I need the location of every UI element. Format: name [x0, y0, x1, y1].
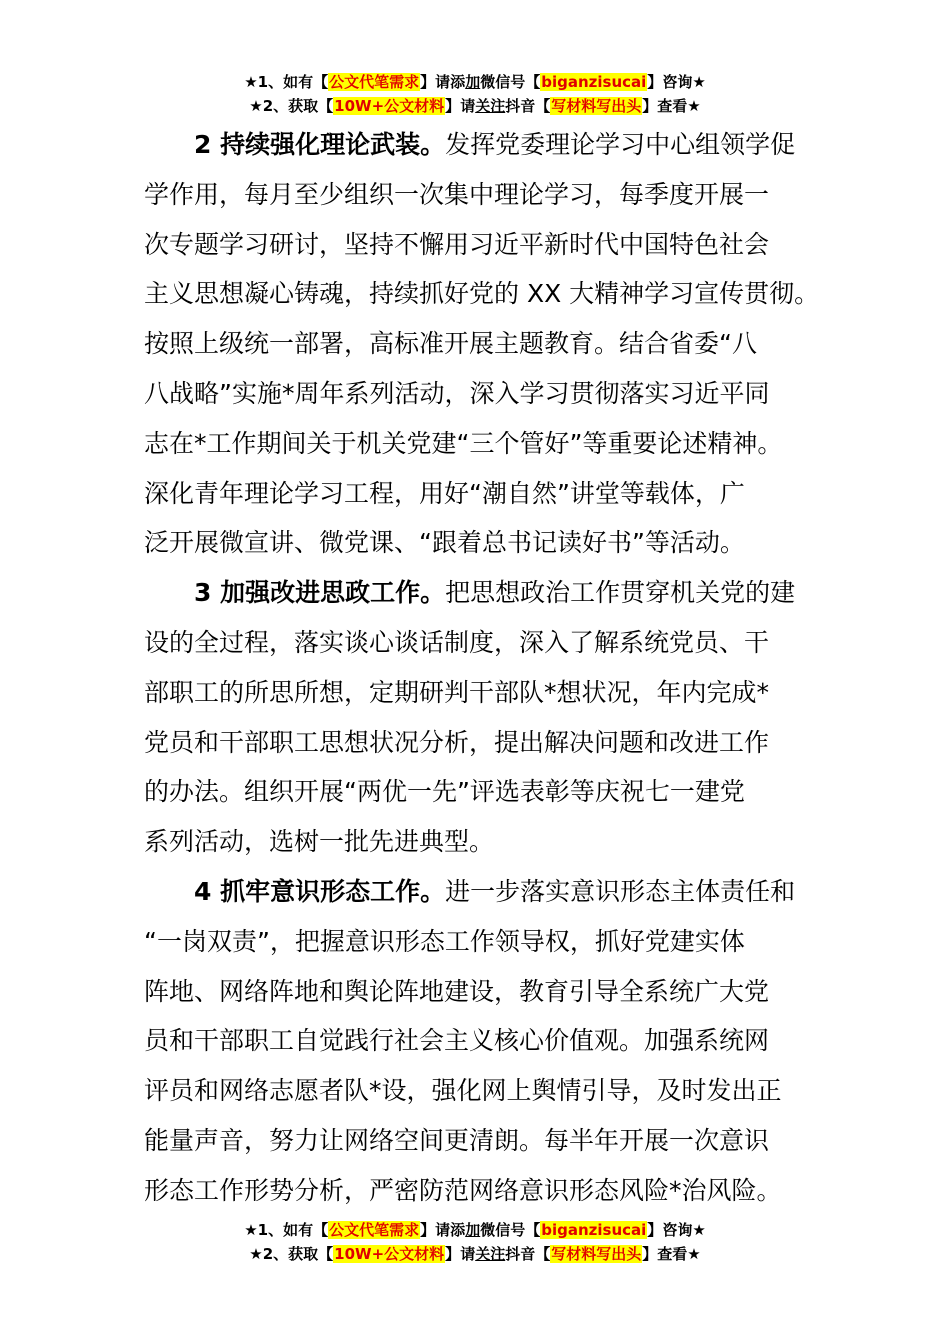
paragraph-text: 把思想政治工作贯穿机关党的建	[445, 578, 796, 608]
banner-highlight-wechat-id: biganzisucai	[541, 73, 647, 91]
banner-text: 抖音	[505, 97, 536, 115]
banner-highlight-materials: 10W+公文材料	[334, 1245, 445, 1263]
paragraph-2	[144, 120, 820, 568]
banner-bracket: 】	[420, 73, 436, 91]
banner-bracket: 】	[642, 97, 658, 115]
paragraph-heading: 2 持续强化理论武装。	[194, 130, 446, 159]
banner-text: 咨询★	[662, 73, 706, 91]
bottom-banner	[0, 1218, 950, 1266]
banner-bracket: 】	[647, 73, 663, 91]
banner-highlight-materials: 10W+公文材料	[334, 97, 445, 115]
paragraph-heading: 3 加强改进思政工作。	[194, 578, 446, 608]
banner-line-1	[0, 70, 950, 94]
banner-line-2	[0, 94, 950, 118]
paragraph-line: 的办法。组织开展“两优一先”评选表彰等庆祝七一建党	[144, 777, 745, 807]
banner-text: 请添	[435, 73, 466, 91]
banner-text: 查看★	[657, 1245, 701, 1263]
banner-text: ★1、如有	[244, 1221, 314, 1239]
paragraph-line: 部职工的所思所想，定期研判干部队*想状况，年内完成*	[144, 677, 770, 707]
banner-highlight-service: 公文代笔需求	[329, 73, 420, 91]
banner-text: ★1、如有	[244, 73, 314, 91]
paragraph-line: 员和干部职工自觉践行社会主义核心价值观。加强系统网	[144, 1026, 770, 1056]
banner-text: 查看★	[657, 97, 701, 115]
banner-highlight-douyin: 写材料写出头	[551, 1245, 642, 1263]
top-banner	[0, 70, 950, 118]
banner-text: 请	[460, 97, 476, 115]
banner-highlight-douyin: 写材料写出头	[551, 97, 642, 115]
paragraph-line: 学作用，每月至少组织一次集中理论学习，每季度开展一	[144, 179, 770, 209]
banner-text: 抖音	[505, 1245, 536, 1263]
banner-text-underlined: 关注	[475, 1245, 506, 1263]
paragraph-line: 八战略”实施*周年系列活动，深入学习贯彻落实习近平同	[144, 378, 770, 408]
banner-text-underlined: 加	[465, 1221, 481, 1239]
paragraph-line: 泛开展微宣讲、微党课、“跟着总书记读好书”等活动。	[144, 528, 745, 558]
banner-bracket: 【	[313, 1221, 329, 1239]
banner-bracket: 【	[313, 73, 329, 91]
banner-bracket: 】	[445, 97, 461, 115]
paragraph-line	[144, 120, 814, 170]
banner-text: 咨询★	[662, 1221, 706, 1239]
banner-bracket: 【	[525, 1221, 541, 1239]
paragraph-heading: 4 抓牢意识形态工作。	[194, 876, 446, 906]
paragraph-text: 进一步落实意识形态主体责任和	[445, 876, 796, 906]
banner-highlight-wechat-id: biganzisucai	[541, 1221, 647, 1239]
paragraph-line: 次专题学习研讨，坚持不懈用习近平新时代中国特色社会	[144, 229, 770, 259]
paragraph-line	[144, 568, 814, 618]
banner-bracket: 【	[535, 1245, 551, 1263]
banner-text: ★2、获取	[249, 1245, 319, 1263]
paragraph-line	[144, 867, 814, 917]
banner-bracket: 】	[642, 1245, 658, 1263]
banner-bracket: 【	[535, 97, 551, 115]
banner-bracket: 【	[525, 73, 541, 91]
banner-bracket: 【	[318, 97, 334, 115]
paragraph-line: 按照上级统一部署，高标准开展主题教育。结合省委“八	[144, 329, 757, 359]
banner-text-underlined: 关注	[475, 97, 506, 115]
banner-bracket: 】	[420, 1221, 436, 1239]
banner-line-1	[0, 1218, 950, 1242]
paragraph-line: 党员和干部职工思想状况分析，提出解决问题和改进工作	[144, 727, 770, 757]
banner-line-2	[0, 1242, 950, 1266]
paragraph-line: 系列活动，选树一批先进典型。	[144, 827, 495, 857]
paragraph-text: 发挥党委理论学习中心组领学促	[445, 130, 796, 159]
paragraph-line: “一岗双责”，把握意识形态工作领导权，抓好党建实体	[144, 926, 745, 956]
banner-text: 微信号	[480, 1221, 526, 1239]
paragraph-line: 志在*工作期间关于机关党建“三个管好”等重要论述精神。	[144, 428, 783, 458]
banner-bracket: 】	[647, 1221, 663, 1239]
banner-bracket: 】	[445, 1245, 461, 1263]
paragraph-line: 阵地、网络阵地和舆论阵地建设，教育引导全系统广大党	[144, 976, 770, 1006]
paragraph-line: 主义思想凝心铸魂，持续抓好党的 XX 大精神学习宣传贯彻。	[144, 279, 820, 309]
paragraph-line: 设的全过程，落实谈心谈话制度，深入了解系统党员、干	[144, 627, 770, 657]
paragraph-line: 能量声音，努力让网络空间更清朗。每半年开展一次意识	[144, 1125, 770, 1155]
paragraph-line: 深化青年理论学习工程，用好“潮自然”讲堂等载体，广	[144, 478, 745, 508]
banner-highlight-service: 公文代笔需求	[329, 1221, 420, 1239]
paragraph-3	[144, 568, 814, 867]
banner-text-underlined: 加	[465, 73, 481, 91]
banner-text: 请	[460, 1245, 476, 1263]
banner-bracket: 【	[318, 1245, 334, 1263]
paragraph-line: 形态工作形势分析，严密防范网络意识形态风险*治风险。	[144, 1175, 782, 1205]
paragraph-line: 评员和网络志愿者队*设，强化网上舆情引导，及时发出正	[144, 1076, 782, 1106]
paragraph-4	[144, 867, 814, 1216]
banner-text: 请添	[435, 1221, 466, 1239]
banner-text: ★2、获取	[249, 97, 319, 115]
banner-text: 微信号	[480, 73, 526, 91]
document-body	[144, 120, 820, 1216]
